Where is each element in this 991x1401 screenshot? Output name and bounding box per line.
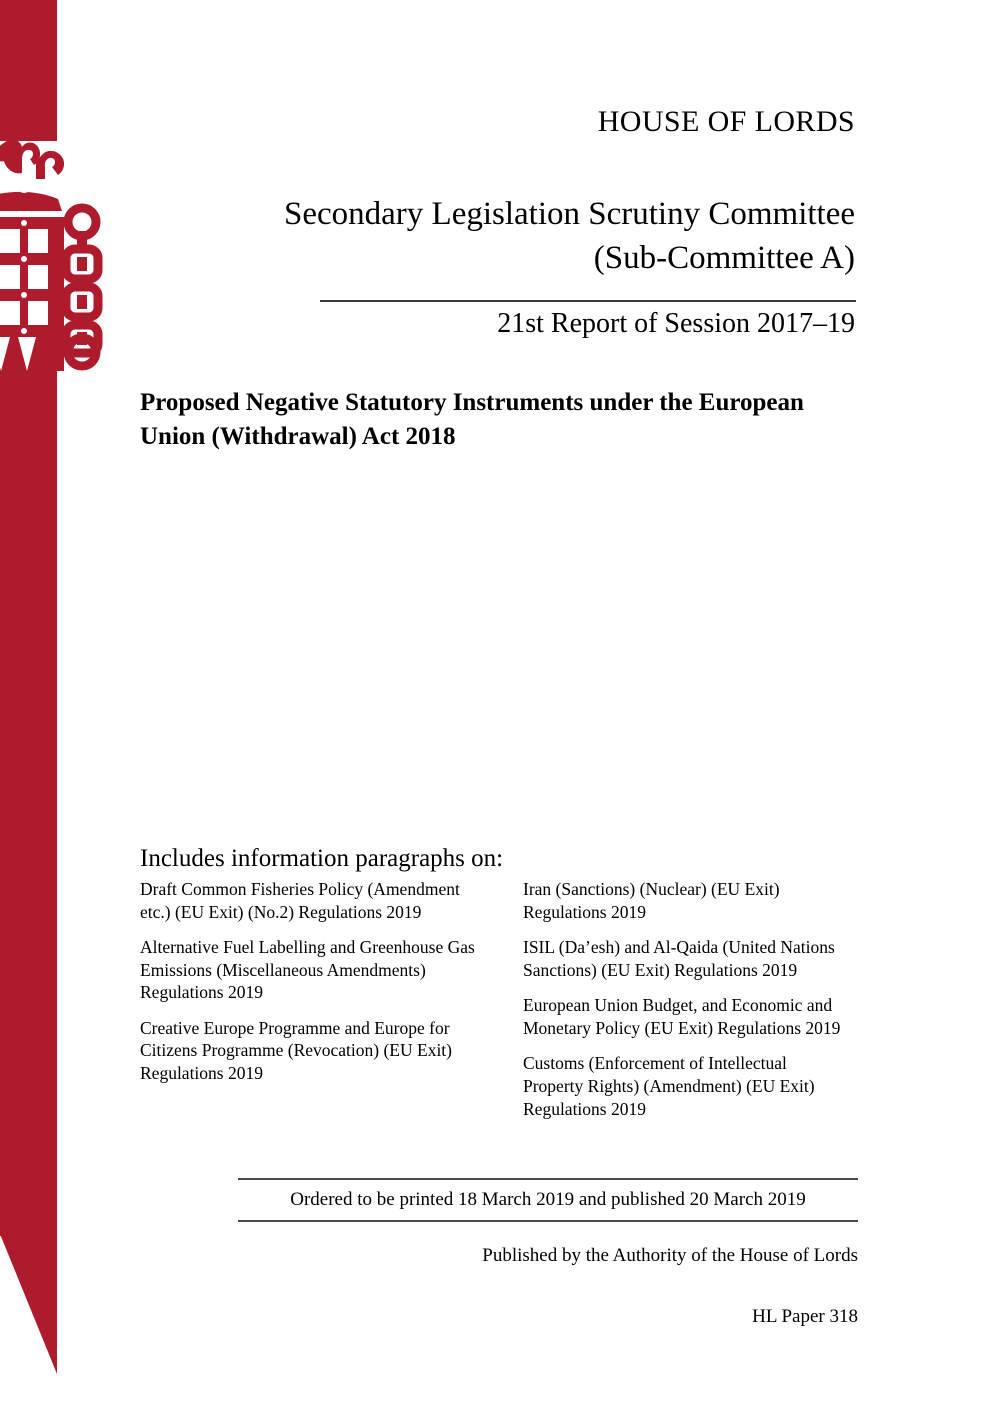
crimson-spine [0,0,115,1401]
list-item: European Union Budget, and Economic and Monetary Policy (EU Exit) Regulations 2019 [523,995,841,1038]
list-item: Iran (Sanctions) (Nuclear) (EU Exit) Regulations 2019 [523,879,780,922]
page-title: Proposed Negative Statutory Instruments under the European Union (Withdrawal) Act 2018 [140,389,804,450]
paper-number: HL Paper 318 [752,1305,858,1327]
published-by-line: Published by the Authority of the House of Lords [482,1244,858,1266]
imprint-block [238,1178,858,1328]
committee-name-line-2: (Sub-Committee A) [593,239,855,276]
session-line: 21st Report of Session 2017–19 [497,308,855,339]
committee-name-line-1: Secondary Legislation Scrutiny Committee [284,196,855,232]
includes-right-column [501,878,862,1133]
institution-name: HOUSE OF LORDS [597,105,855,138]
ordered-printed-line: Ordered to be printed 18 March 2019 and published 20 March 2019 [290,1189,806,1210]
includes-heading: Includes information paragraphs on: [140,845,504,872]
list-item: Draft Common Fisheries Policy (Amendment etc.) (EU Exit) (No.2) Regulations 2019 [140,879,460,922]
committee-name [140,193,855,281]
list-item: Creative Europe Programme and Europe for Citizens Programme (Revocation) (EU Exit) Regulations 2019 [140,1017,453,1083]
list-item: Alternative Fuel Labelling and Greenhouse Gas Emissions (Miscellaneous Amendments) Regulations 2019 [140,937,475,1003]
list-item: ISIL (Da’esh) and Al-Qaida (United Nations Sanctions) (EU Exit) Regulations 2019 [523,937,835,980]
spine-bar-taper [0,1234,57,1374]
includes-left-column [140,878,501,1133]
includes-columns [140,878,862,1133]
spine-bar-bottom [0,369,57,1236]
spine-bar-top [0,0,57,141]
list-item: Customs (Enforcement of Intellectual Property Rights) (Amendment) (EU Exit) Regulations 2019 [523,1053,815,1119]
portcullis-icon [0,139,104,371]
title-divider [320,300,856,302]
